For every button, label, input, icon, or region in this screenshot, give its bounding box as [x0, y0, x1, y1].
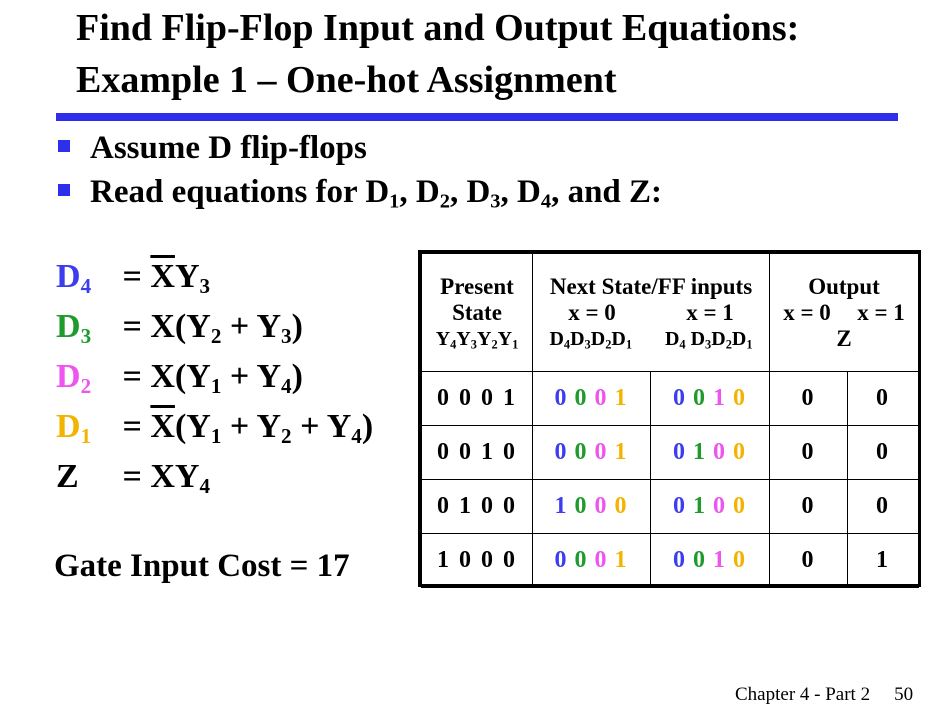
state-bit: 1 [693, 493, 707, 519]
state-bit: 0 [594, 547, 609, 573]
output-cell-x0: 0 [770, 534, 848, 588]
present-state-cell: 1 0 0 0 [422, 534, 533, 588]
next-state-cell-ns1 [651, 372, 770, 426]
present-state-cell: 0 1 0 0 [422, 480, 533, 534]
state-bit: 0 [673, 493, 687, 519]
equation-d3 [56, 304, 373, 354]
bullet-text: Read equations for $D_1$, $D_2$, $D_3$, $D_4$, and Z: [90, 174, 663, 213]
state-bit: 1 [614, 439, 629, 465]
equation-z [56, 454, 373, 504]
equation-block [56, 254, 373, 504]
footer-chapter: Chapter 4 - Part 2 [735, 684, 871, 705]
state-bit: 0 [574, 493, 589, 519]
square-bullet-icon [58, 140, 70, 152]
state-bit: 0 [554, 547, 569, 573]
state-bit: 1 [713, 547, 727, 573]
equation-d1-rhs: = $\overline{X}(Y_1 + Y_2 + Y_4)$ [122, 408, 374, 448]
state-bit: 0 [574, 385, 589, 411]
state-bit: 0 [594, 493, 609, 519]
output-cell-x0: 0 [770, 372, 848, 426]
bullet-item [58, 126, 662, 170]
equation-d3-lhs: $D_3$ [56, 308, 92, 348]
table-row [422, 372, 919, 426]
equation-d2-rhs: = $X(Y_1 + Y_4)$ [122, 358, 303, 398]
bullet-text: Assume D flip-flops [90, 130, 367, 166]
equation-d1 [56, 404, 373, 454]
state-bit: 0 [733, 439, 747, 465]
table-row [422, 534, 919, 588]
state-bit: 0 [713, 493, 727, 519]
state-bit: 0 [713, 439, 727, 465]
state-bit: 0 [673, 385, 687, 411]
next-state-cell-ns0 [533, 480, 651, 534]
state-bit: 0 [693, 547, 707, 573]
header-next-state: Next State/FF inputs x = 0 x = 1 $D_4D_3D_2D_1$ $D_4$ $D_3D_2D_1$ [533, 254, 770, 372]
equation-d1-lhs: $D_1$ [56, 408, 92, 448]
equation-d4-lhs: $D_4$ [56, 258, 92, 298]
footer-page-number: 50 [894, 684, 914, 705]
next-state-cell-ns0 [533, 426, 651, 480]
state-bit: 0 [733, 493, 747, 519]
output-cell-x1: 0 [848, 372, 919, 426]
header-output: Output x = 0 x = 1 Z [770, 254, 919, 372]
state-bit: 0 [574, 547, 589, 573]
state-bit: 0 [673, 547, 687, 573]
output-cell-x0: 0 [770, 480, 848, 534]
state-bit: 0 [733, 547, 747, 573]
state-bit: 1 [693, 439, 707, 465]
slide-footer [735, 684, 913, 706]
state-bit: 0 [733, 385, 747, 411]
state-bit: 0 [614, 493, 629, 519]
state-bit: 0 [574, 439, 589, 465]
gate-input-cost: Gate Input Cost = 17 [54, 548, 350, 584]
next-state-cell-ns0 [533, 534, 651, 588]
equation-z-rhs: = $XY_4$ [122, 458, 211, 498]
bullet-item [58, 170, 662, 214]
state-table [418, 250, 921, 587]
output-cell-x1: 0 [848, 480, 919, 534]
state-bit: 1 [554, 493, 569, 519]
bullet-list [58, 126, 662, 214]
equation-d3-rhs: = $X(Y_2 + Y_3)$ [122, 308, 303, 348]
equation-d2-lhs: $D_2$ [56, 358, 92, 398]
next-state-cell-ns1 [651, 426, 770, 480]
next-state-cell-ns1 [651, 534, 770, 588]
state-bit: 0 [554, 385, 569, 411]
equation-z-lhs: Z [56, 458, 79, 495]
slide-title-line2: Example 1 – One-hot Assignment [76, 59, 617, 101]
table-row [422, 426, 919, 480]
state-bit: 0 [594, 385, 609, 411]
title-underline [56, 113, 898, 121]
state-bit: 1 [614, 385, 629, 411]
equation-d4-rhs: = $\overline{X}Y_3$ [122, 258, 211, 298]
table-row [422, 480, 919, 534]
output-cell-x1: 0 [848, 426, 919, 480]
square-bullet-icon [58, 184, 70, 196]
state-bit: 0 [554, 439, 569, 465]
present-state-cell: 0 0 0 1 [422, 372, 533, 426]
equation-d4 [56, 254, 373, 304]
slide-title [76, 2, 926, 106]
present-state-cell: 0 0 1 0 [422, 426, 533, 480]
output-cell-x1: 1 [848, 534, 919, 588]
header-present-state: Present State $Y_4Y_3Y_2Y_1$ [422, 254, 533, 372]
next-state-cell-ns0 [533, 372, 651, 426]
output-cell-x0: 0 [770, 426, 848, 480]
state-bit: 0 [594, 439, 609, 465]
slide-title-line1: Find Flip-Flop Input and Output Equations: [76, 7, 800, 49]
state-bit: 0 [693, 385, 707, 411]
state-bit: 1 [614, 547, 629, 573]
state-bit: 1 [713, 385, 727, 411]
next-state-cell-ns1 [651, 480, 770, 534]
equation-d2 [56, 354, 373, 404]
state-bit: 0 [673, 439, 687, 465]
